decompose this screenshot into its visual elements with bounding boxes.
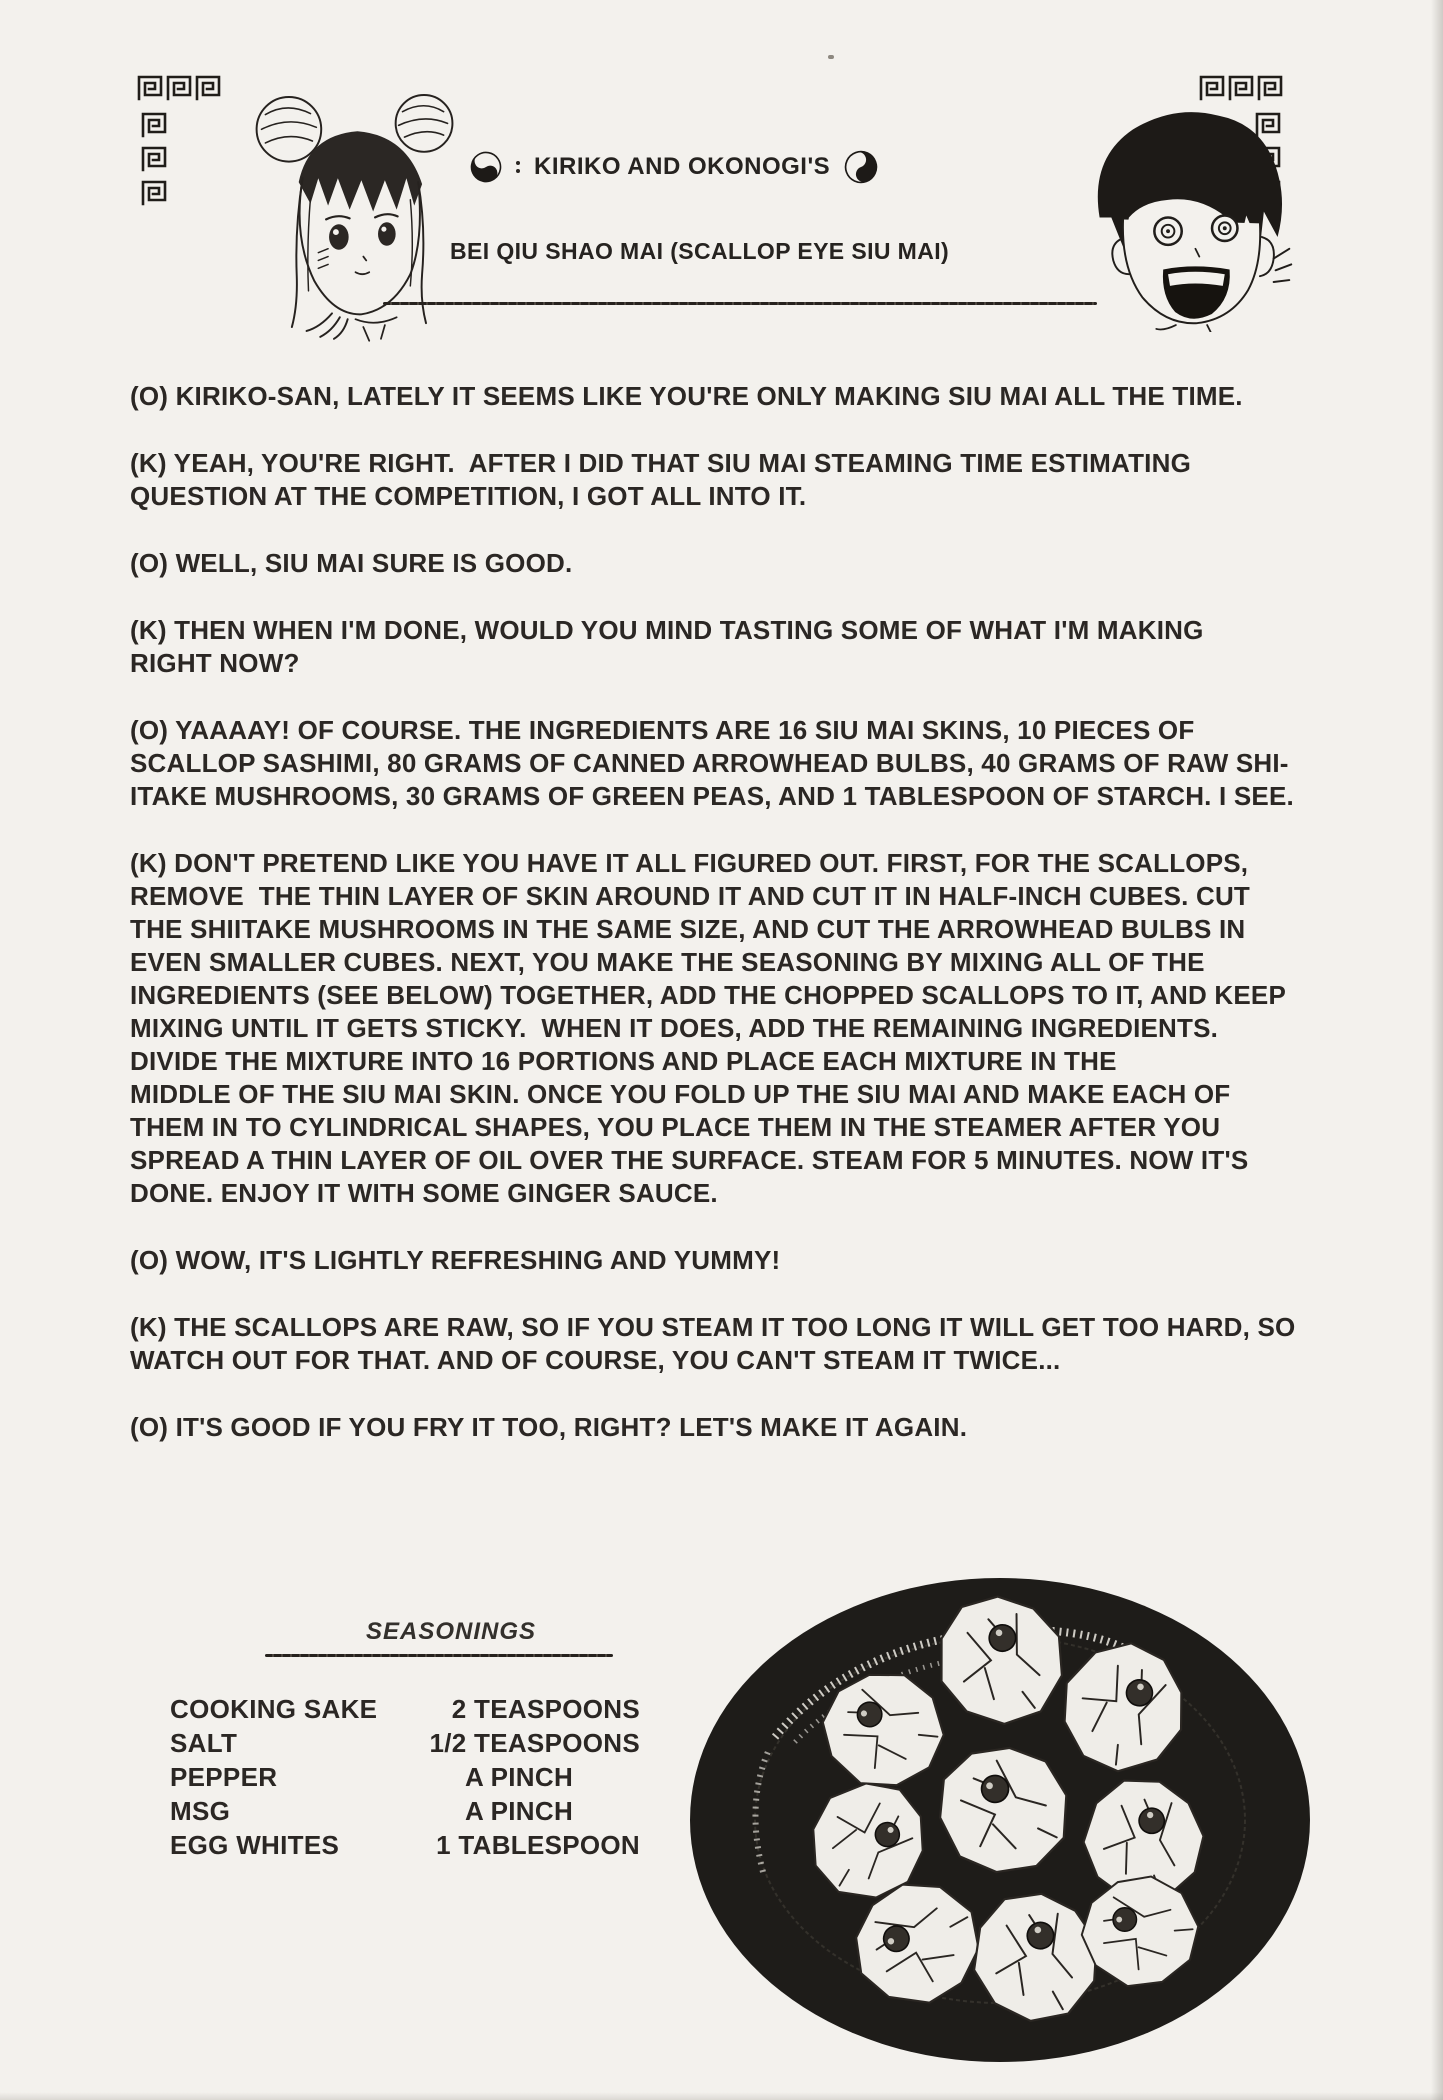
dialogue-line: EVEN SMALLER CUBES. NEXT, YOU MAKE THE SEASONING BY MIXING ALL OF THE [130,947,1205,977]
scan-edge-shading [1431,0,1443,2100]
dialogue-line: QUESTION AT THE COMPETITION, I GOT ALL INTO IT. [130,481,807,511]
greek-key-ornament-left [136,74,222,208]
yin-yang-icon-left [470,151,502,183]
dialogue-line: REMOVE THE THIN LAYER OF SKIN AROUND IT AND CUT IT IN HALF-INCH CUBES. CUT [130,881,1250,911]
dialogue-line: MIXING UNTIL IT GETS STICKY. WHEN IT DOES, ADD THE REMAINING INGREDIENTS. [130,1013,1219,1043]
dialogue-line: (O) WOW, IT'S LIGHTLY REFRESHING AND YUMMY! [130,1245,781,1275]
seasoning-row [170,1692,640,1726]
girl-character-illustration [238,80,473,345]
dialogue-paragraph [130,547,1360,580]
seasoning-name: MSG [170,1795,231,1826]
recipe-title: BEI QIU SHAO MAI (SCALLOP EYE SIU MAI) [450,238,950,264]
boy-character-illustration [1082,102,1302,332]
seasoning-name: PEPPER [170,1761,278,1792]
ink-speckles [516,161,520,173]
page-title: KIRIKO AND OKONOGI'S [534,153,831,180]
scan-edge-shading-bottom [0,2092,1443,2100]
header-underline [383,302,1097,305]
dialogue-line: (O) YAAAAY! OF COURSE. THE INGREDIENTS ARE 16 SIU MAI SKINS, 10 PIECES OF [130,715,1195,745]
dialogue-line: INGREDIENTS (SEE BELOW) TOGETHER, ADD THE CHOPPED SCALLOPS TO IT, AND KEEP [130,980,1287,1010]
dialogue-line: (O) KIRIKO-SAN, LATELY IT SEEMS LIKE YOU'RE ONLY MAKING SIU MAI ALL THE TIME. [130,381,1243,411]
seasoning-row [170,1828,640,1862]
header [470,150,890,184]
seasoning-amount: A PINCH [465,1795,574,1826]
dialogue-line: SCALLOP SASHIMI, 80 GRAMS OF CANNED ARROWHEAD BULBS, 40 GRAMS OF RAW SHI- [130,748,1289,778]
dialogue-line: MIDDLE OF THE SIU MAI SKIN. ONCE YOU FOLD UP THE SIU MAI AND MAKE EACH OF [130,1079,1231,1109]
dialogue-line: (O) IT'S GOOD IF YOU FRY IT TOO, RIGHT? LET'S MAKE IT AGAIN. [130,1412,968,1442]
dialogue-line: (K) DON'T PRETEND LIKE YOU HAVE IT ALL FIGURED OUT. FIRST, FOR THE SCALLOPS, [130,848,1249,878]
dialogue-line: (K) THEN WHEN I'M DONE, WOULD YOU MIND TASTING SOME OF WHAT I'M MAKING [130,615,1204,645]
seasonings-heading: SEASONINGS [366,1618,537,1645]
seasoning-amount: 1/2 TEASPOONS [429,1727,640,1758]
dialogue-paragraph [130,1411,1360,1444]
seasoning-row [170,1760,640,1794]
seasoning-name: EGG WHITES [170,1829,340,1860]
seasoning-amount: 1 TABLESPOON [436,1829,640,1860]
dialogue-line: SPREAD A THIN LAYER OF OIL OVER THE SURFACE. STEAM FOR 5 MINUTES. NOW IT'S [130,1145,1249,1175]
dialogue-line: THEM IN TO CYLINDRICAL SHAPES, YOU PLACE THEM IN THE STEAMER AFTER YOU [130,1112,1221,1142]
dialogue-line: (K) YEAH, YOU'RE RIGHT. AFTER I DID THAT SIU MAI STEAMING TIME ESTIMATING [130,448,1191,478]
dialogue-paragraph [130,447,1360,513]
dialogue-paragraph [130,1311,1360,1377]
scan-speck [828,55,834,59]
seasoning-row [170,1794,640,1828]
dialogue-line: DIVIDE THE MIXTURE INTO 16 PORTIONS AND PLACE EACH MIXTURE IN THE [130,1046,1117,1076]
dialogue-line: (O) WELL, SIU MAI SURE IS GOOD. [130,548,573,578]
seasoning-amount: 2 TEASPOONS [451,1693,640,1724]
dialogue-line: RIGHT NOW? [130,648,300,678]
yin-yang-icon-right [844,150,878,184]
seasonings-underline [265,1654,613,1657]
dialogue-line: DONE. ENJOY IT WITH SOME GINGER SAUCE. [130,1178,718,1208]
seasonings-table [170,1692,640,1862]
dialogue-line: ITAKE MUSHROOMS, 30 GRAMS OF GREEN PEAS, AND 1 TABLESPOON OF STARCH. I SEE. [130,781,1294,811]
seasoning-name: COOKING SAKE [170,1693,378,1724]
dialogue-paragraph [130,714,1360,813]
dialogue-paragraph [130,614,1360,680]
dialogue-paragraph [130,380,1360,413]
dialogue-paragraph [130,847,1360,1210]
seasoning-row [170,1726,640,1760]
dialogue-line: WATCH OUT FOR THAT. AND OF COURSE, YOU CAN'T STEAM IT TWICE... [130,1345,1061,1375]
seasoning-name: SALT [170,1727,238,1758]
dialogue-block [130,372,1360,1478]
dialogue-line: THE SHIITAKE MUSHROOMS IN THE SAME SIZE, AND CUT THE ARROWHEAD BULBS IN [130,914,1246,944]
seasoning-amount: A PINCH [465,1761,574,1792]
dialogue-paragraph [130,1244,1360,1277]
siu-mai-plate-illustration [675,1572,1335,2072]
dialogue-line: (K) THE SCALLOPS ARE RAW, SO IF YOU STEAM IT TOO LONG IT WILL GET TOO HARD, SO [130,1312,1296,1342]
